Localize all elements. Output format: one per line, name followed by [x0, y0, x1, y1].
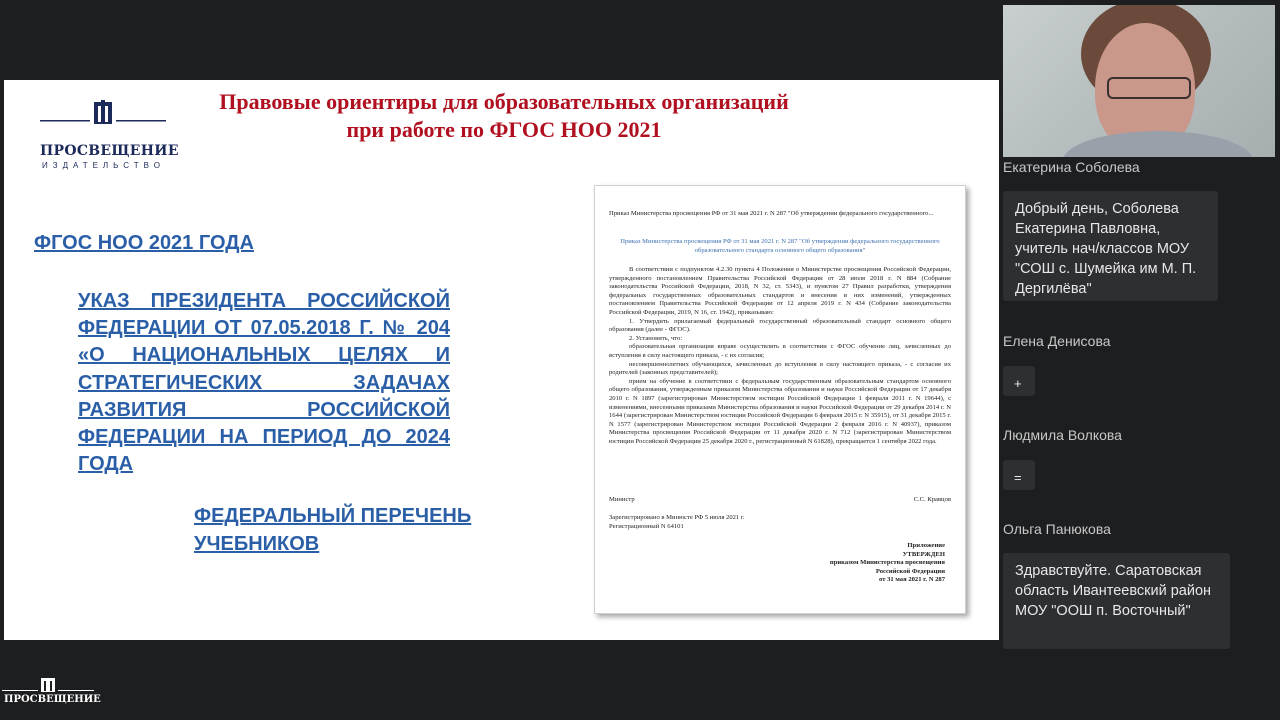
video-person-body — [1063, 131, 1253, 157]
document-paragraph: несовершеннолетних обучающихся, зачисленных до вступления в силу настоящего приказа, - с согласия их родителей (законных представителей); — [609, 360, 951, 377]
chat-message: = — [1003, 460, 1035, 490]
document-appendix — [745, 542, 945, 585]
approved-by-country: Российской Федерации — [875, 567, 945, 575]
chat-author: Ольга Панюкова — [1003, 521, 1111, 537]
document-header: Приказ Министерства просвещения РФ от 31 мая 2021 г. N 287 "Об утверждении федерального государственного... — [609, 210, 934, 217]
publisher-logo-icon — [40, 98, 166, 128]
document-paragraph: образовательная организация вправе осуществлять в соответствии с ФГОС обучение лиц, зачисленных до вступления в силу настоящего приказа, - с их согласия; — [609, 343, 951, 359]
approved-label: УТВЕРЖДЕН — [902, 550, 945, 558]
logo-subtitle: ИЗДАТЕЛЬСТВО — [42, 161, 165, 170]
participant-video-name: Екатерина Соболева — [1003, 159, 1140, 175]
appendix-label: Приложение — [907, 542, 945, 549]
chat-message: + — [1003, 366, 1035, 396]
link-fgos-noo-2021[interactable]: ФГОС НОО 2021 ГОДА — [34, 232, 254, 254]
approved-by: приказом Министерства просвещения — [829, 559, 945, 567]
watermark-logo-text: ПРОСВЕЩЕНИЕ — [4, 694, 101, 705]
registration-line: Зарегистрировано в Минюсте РФ 5 июля 2021 г. — [609, 514, 745, 521]
participant-video[interactable] — [1003, 5, 1275, 157]
document-registration — [609, 514, 809, 531]
link-federal-textbook-list[interactable] — [194, 502, 494, 558]
signature-title: Министр — [609, 496, 635, 503]
slide-title — [164, 88, 844, 144]
presentation-slide — [4, 80, 999, 640]
document-signature — [609, 496, 951, 505]
document-title: Приказ Министерства просвещения РФ от 31 мая 2021 г. N 287 "Об утверждении федерального государственного образовательного стандарта основного общего образования" — [620, 238, 940, 254]
chat-message: Добрый день, Соболева Екатерина Павловна, учитель нач/классов МОУ "СОШ с. Шумейка им М. П. Дергилёва" — [1003, 191, 1218, 301]
signature-name: С.С. Кравцов — [913, 496, 951, 503]
slide-title-line-1: Правовые ориентиры для образовательных организаций — [219, 89, 789, 114]
document-paragraph: 2. Установить, что: — [629, 334, 683, 342]
chat-author: Людмила Волкова — [1003, 427, 1122, 443]
document-paragraph: В соответствии с подпунктом 4.2.30 пункта 4 Положения о Министерстве просвещения Российской Федерации, утвержденного постановлением Правительства Российской Федерации от 28 июля 2018 г. N 884 (Собрание законодательства Российской Федерации, 2018, N 32, ст. 5343), и пунктом 27 Правил разработки, утверждения федеральных государственных образовательных стандартов и внесения в них изменений, утвержденных постановлением Правительства Российской Федерации от 12 апреля 2019 г. N 434 (Собрание законодательства Российской Федерации, 2019, N 16, ст. 1942), приказываю: — [609, 266, 951, 316]
chat-author: Елена Денисова — [1003, 333, 1111, 349]
logo-name: ПРОСВЕЩЕНИЕ — [40, 143, 179, 159]
registration-number: Регистрационный N 64101 — [609, 522, 684, 530]
link-federal-line-2: УЧЕБНИКОВ — [194, 533, 320, 555]
link-presidential-decree[interactable]: УКАЗ ПРЕЗИДЕНТА РОССИЙСКОЙ ФЕДЕРАЦИИ ОТ 07.05.2018 Г. № 204 «О НАЦИОНАЛЬНЫХ ЦЕЛЯХ И СТРАТЕГИЧЕСКИХ ЗАДАЧАХ РАЗВИТИЯ РОССИЙСКОЙ ФЕДЕРАЦИИ НА ПЕРИОД ДО 2024 ГОДА — [78, 290, 450, 476]
video-person-glasses — [1107, 77, 1191, 99]
document-paragraph: 1. Утвердить прилагаемый федеральный государственный образовательный стандарт основного общего образования (далее - ФГОС). — [609, 317, 951, 334]
document-body — [609, 266, 951, 446]
slide-title-line-2: при работе по ФГОС НОО 2021 — [346, 117, 662, 142]
document-paragraph: прием на обучение в соответствии с федеральным государственным образовательным стандартом основного общего образования, утвержденным приказом Министерства образования и науки Российской Федерации от 17 декабря 2010 г. N 1897 (зарегистрирован Министерством юстиции Российской Федерации 1 февраля 2011 г. N 19644), с изменениями, внесенными приказами Министерства образования и науки Российской Федерации от 29 декабря 2014 г. N 1644 (зарегистрирован Министерством юстиции Российской Федерации 6 февраля 2015 г. N 35915), от 31 декабря 2015 г. N 1577 (зарегистрирован Министерством юстиции Российской Федерации 2 февраля 2016 г. N 40937), приказом Министерства просвещения Российской Федерации от 11 декабря 2020 г. N 712 (зарегистрирован Министерством юстиции Российской Федерации 25 декабря 2020 г., регистрационный N 61828), прекращается 1 сентября 2022 года. — [609, 377, 951, 445]
approved-date: от 31 мая 2021 г. N 287 — [879, 576, 945, 584]
link-federal-line-1: ФЕДЕРАЛЬНЫЙ ПЕРЕЧЕНЬ — [194, 505, 472, 527]
chat-message: Здравствуйте. Саратовская область Ивантеевский район МОУ "ООШ п. Восточный" — [1003, 553, 1230, 649]
watermark-logo-icon — [2, 676, 94, 694]
document-preview — [594, 185, 966, 614]
